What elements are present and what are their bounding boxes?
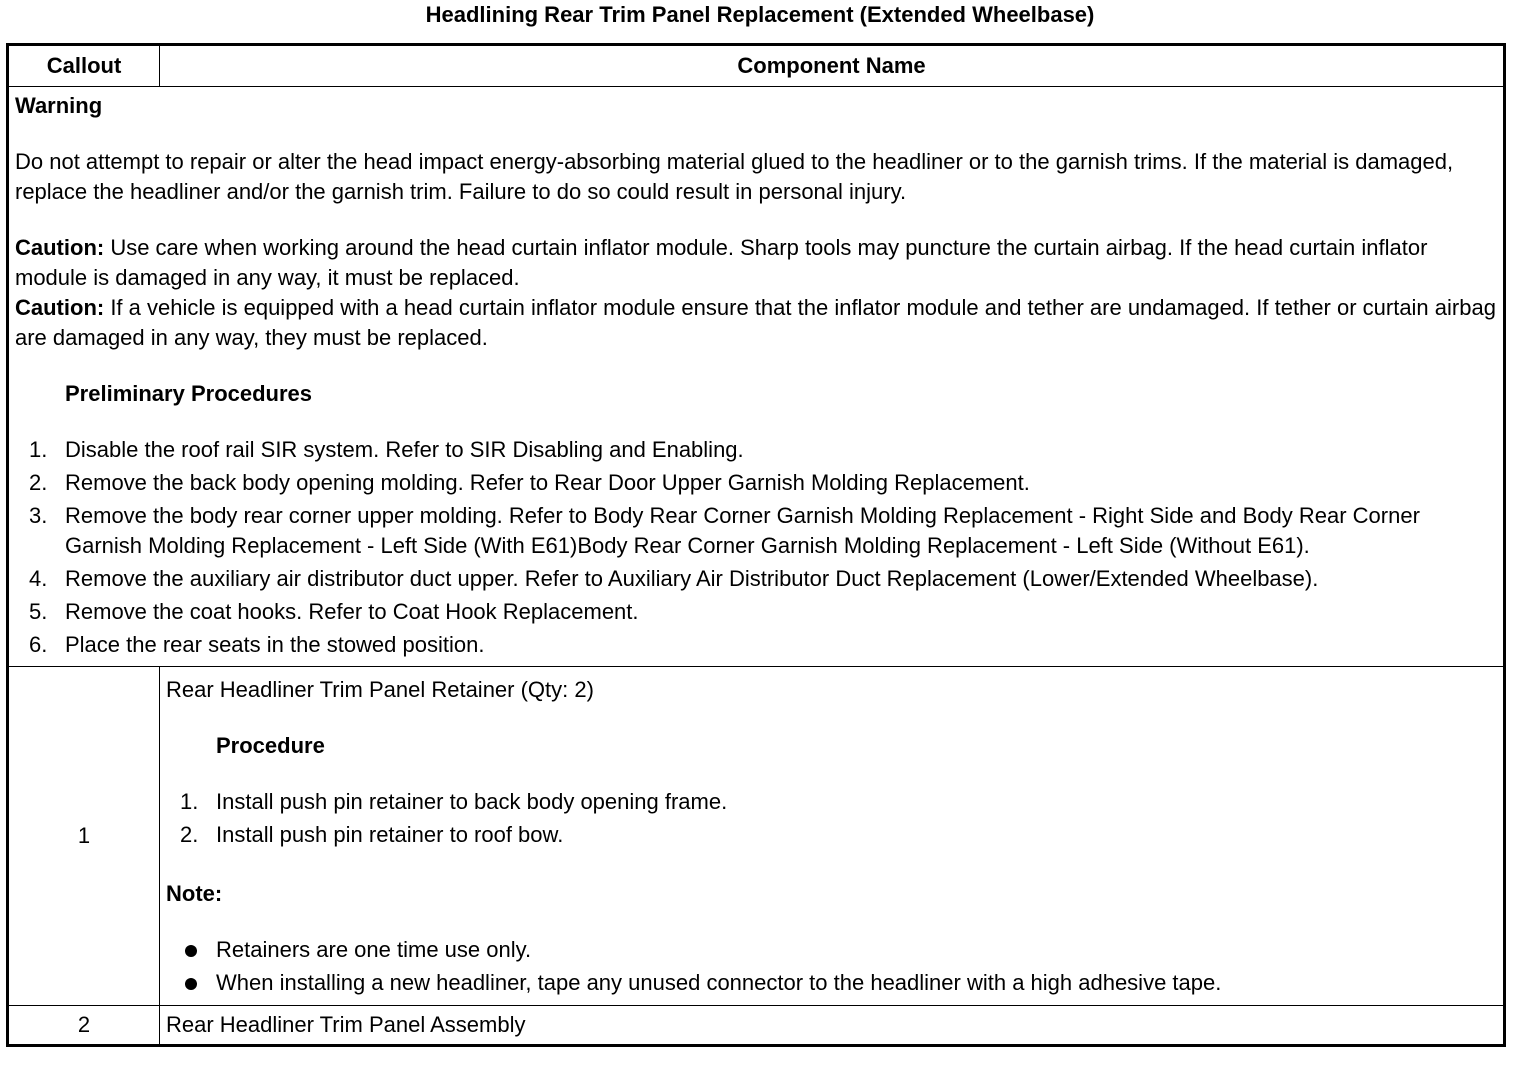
list-item: 5. Remove the coat hooks. Refer to Coat Hook Replacement. <box>29 599 639 624</box>
list-item: Retainers are one time use only. <box>166 935 1497 965</box>
procedure-heading: Procedure <box>216 733 325 758</box>
bullet-icon <box>185 945 197 957</box>
component-cell <box>160 667 1505 1006</box>
list-item: 1. Disable the roof rail SIR system. Refer to SIR Disabling and Enabling. <box>29 437 744 462</box>
table-row <box>8 1006 1505 1046</box>
caution-label: Caution: <box>15 235 105 260</box>
warning-heading: Warning <box>15 93 103 118</box>
note-heading: Note: <box>166 881 223 906</box>
list-item: 6. Place the rear seats in the stowed position. <box>29 632 485 657</box>
caution-1 <box>15 233 1497 293</box>
warning-row <box>8 87 1505 667</box>
list-item: 3. Remove the body rear corner upper molding. Refer to Body Rear Corner Garnish Molding Replacement - Right Side and Body Rear Corner Garnish Molding Replacement - Left Side (With E61)Body Rear Corner Garnish Molding Replacement - Left Side (Without E61). <box>29 503 1420 558</box>
caution-2 <box>15 293 1497 353</box>
table-row <box>8 667 1505 1006</box>
list-item: When installing a new headliner, tape any unused connector to the headliner with a high adhesive tape. <box>166 968 1497 998</box>
warning-cell <box>8 87 1505 667</box>
caution-label: Caution: <box>15 295 105 320</box>
callout-header: Callout <box>8 45 160 87</box>
bullet-icon <box>185 978 197 990</box>
callout-cell: 2 <box>8 1006 160 1046</box>
list-item: 2. Remove the back body opening molding. Refer to Rear Door Upper Garnish Molding Replacement. <box>29 470 1030 495</box>
notes-list <box>166 935 1497 998</box>
preliminary-procedures-heading: Preliminary Procedures <box>65 381 313 406</box>
component-name: Rear Headliner Trim Panel Assembly <box>166 1012 526 1037</box>
warning-text: Do not attempt to repair or alter the head impact energy-absorbing material glued to the headliner or to the garnish trims. If the material is damaged, replace the headliner and/or the garnish trim. Failure to do so could result in personal injury. <box>15 149 1454 204</box>
list-item: 4. Remove the auxiliary air distributor duct upper. Refer to Auxiliary Air Distributor Duct Replacement (Lower/Extended Wheelbase). <box>29 566 1319 591</box>
component-name: Rear Headliner Trim Panel Retainer (Qty: 2) <box>166 677 594 702</box>
preliminary-steps-list <box>15 435 1497 660</box>
procedure-steps-list <box>166 787 1497 850</box>
caution-text: If a vehicle is equipped with a head curtain inflator module ensure that the inflator module and tether are undamaged. If tether or curtain airbag are damaged in any way, they must be replaced. <box>15 295 1496 350</box>
component-cell <box>160 1006 1505 1046</box>
component-name-header: Component Name <box>160 45 1505 87</box>
caution-text: Use care when working around the head curtain inflator module. Sharp tools may puncture the curtain airbag. If the head curtain inflator module is damaged in any way, it must be replaced. <box>15 235 1428 290</box>
page-title: Headlining Rear Trim Panel Replacement (Extended Wheelbase) <box>425 2 1095 27</box>
list-item: 2. Install push pin retainer to roof bow. <box>180 822 564 847</box>
component-table <box>6 43 1506 1047</box>
callout-cell: 1 <box>8 667 160 1006</box>
list-item: 1. Install push pin retainer to back body opening frame. <box>180 789 728 814</box>
table-header-row <box>8 45 1505 87</box>
